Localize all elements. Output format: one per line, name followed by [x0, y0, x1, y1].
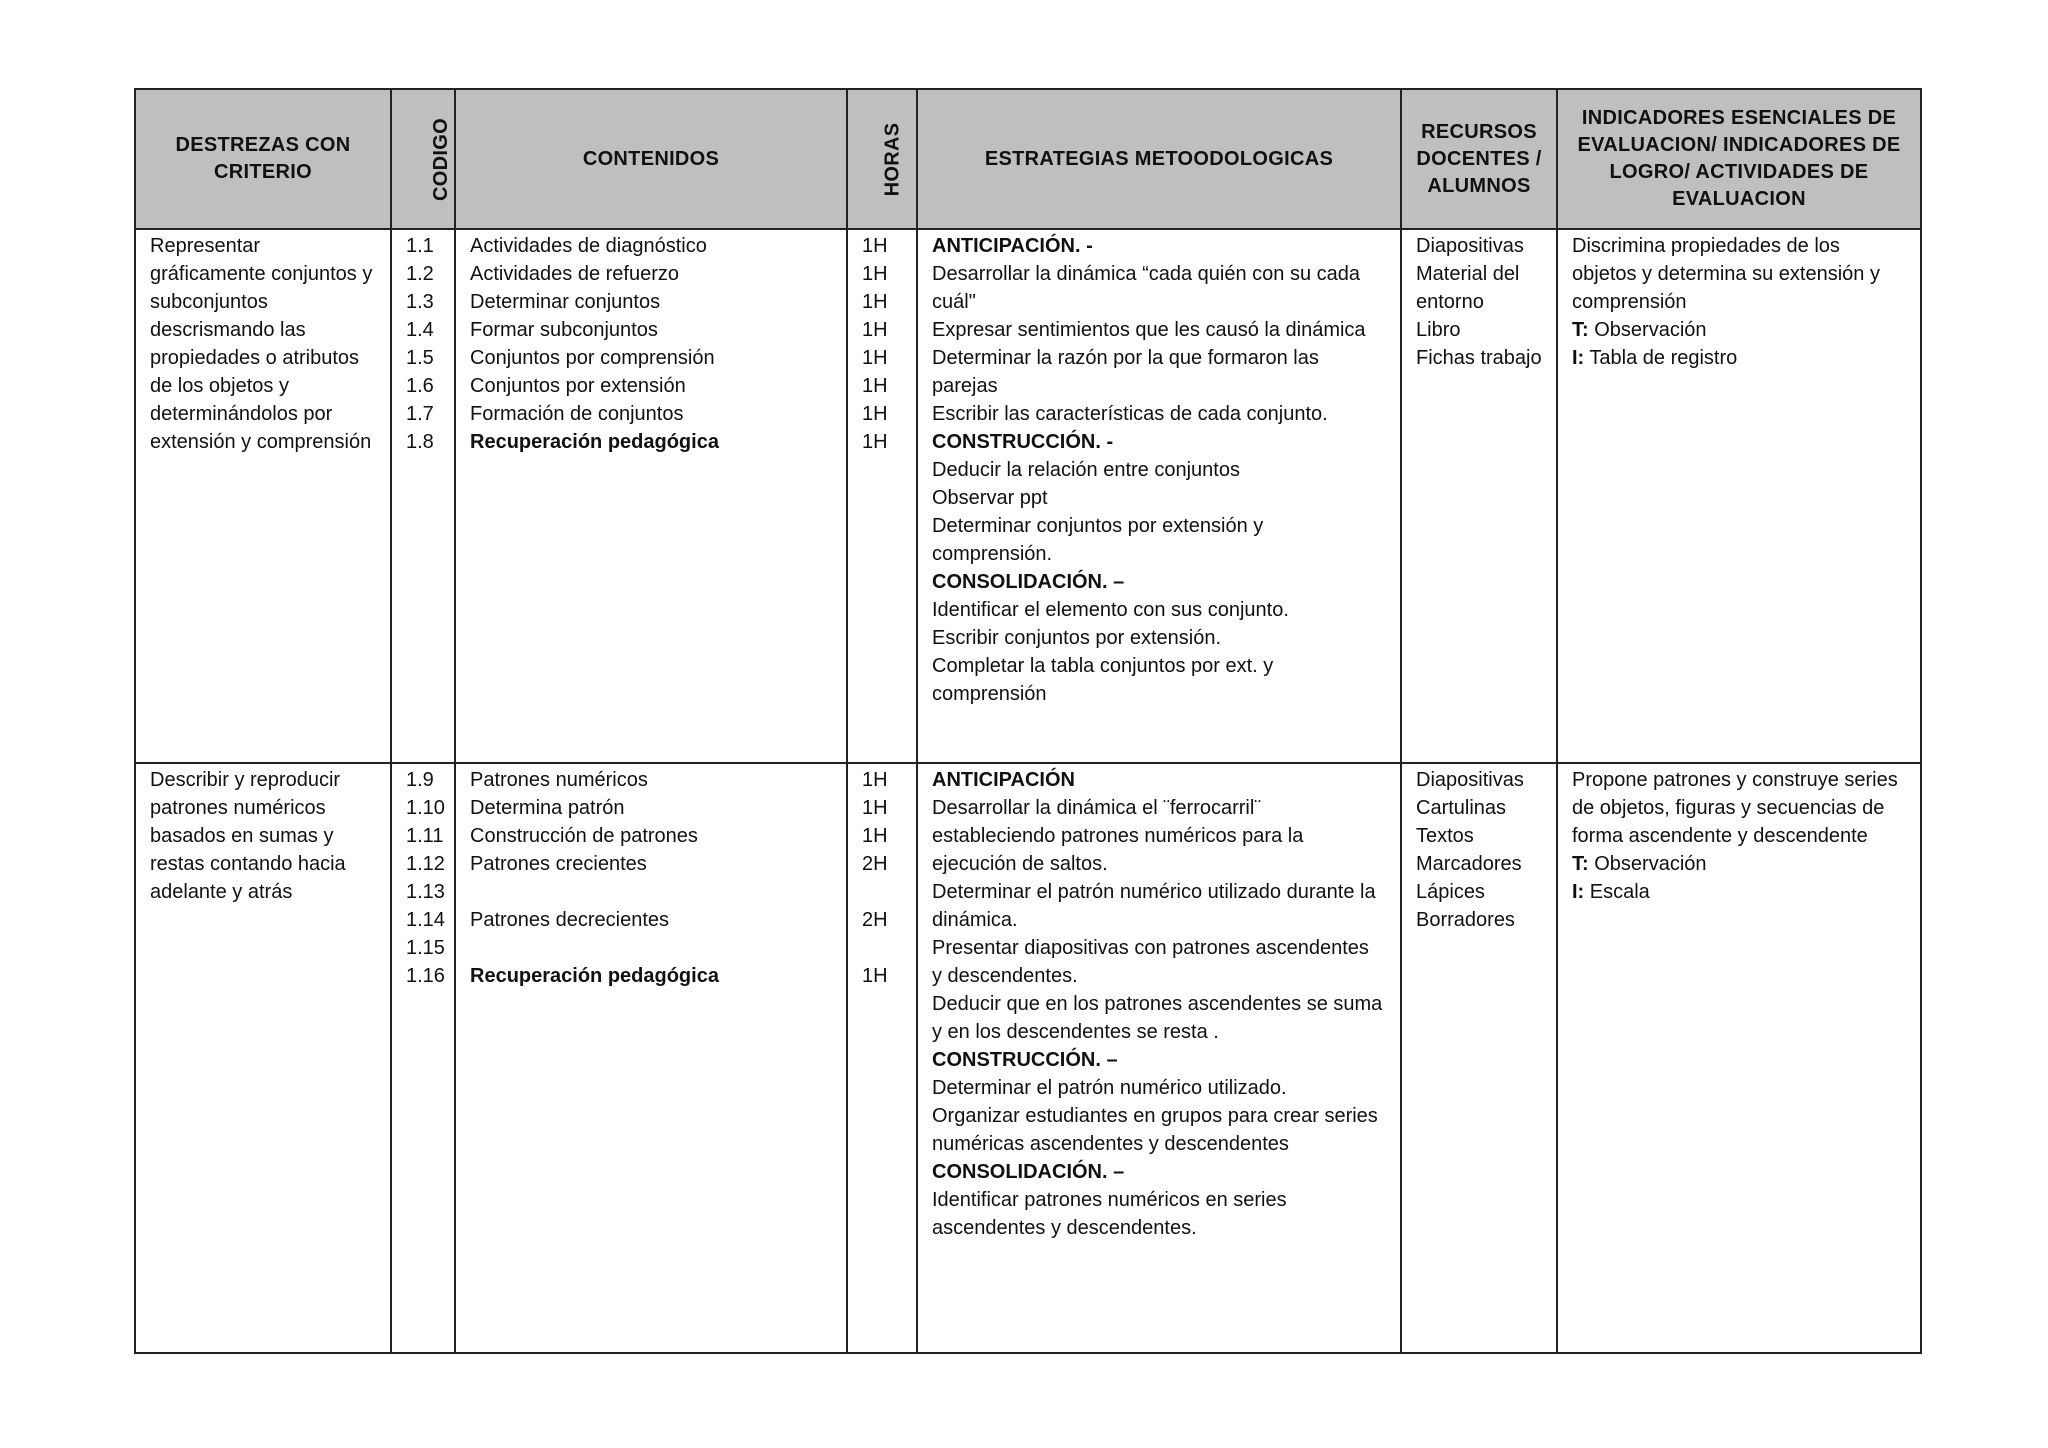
content-item: Conjuntos por comprensión: [470, 347, 715, 369]
hour-item: 1H: [862, 965, 888, 987]
instrument-line: [1572, 878, 1908, 906]
strategy-line: dinámica.: [932, 909, 1018, 931]
text-line: propiedades o atributos: [150, 347, 360, 369]
technique-value: Observación: [1588, 853, 1707, 875]
hour-item: 2H: [862, 853, 888, 875]
content-item: Conjuntos por extensión: [470, 375, 686, 397]
strategy-line: ejecución de saltos.: [932, 853, 1108, 875]
resource-item: Marcadores: [1416, 853, 1522, 875]
strategy-line: Presentar diapositivas con patrones ascendentes: [932, 937, 1369, 959]
destreza-cell: [135, 763, 391, 1353]
resource-item: Textos: [1416, 825, 1474, 847]
spacer: [470, 934, 834, 962]
hour-item: 1H: [862, 825, 888, 847]
text-line: descrismando las: [150, 319, 306, 341]
content-item: Patrones decrecientes: [470, 909, 670, 931]
code-item: 1.4: [406, 319, 434, 341]
header-contenidos: CONTENIDOS: [455, 89, 847, 229]
table-row: [135, 229, 1921, 763]
strategy-line: Organizar estudiantes en grupos para crear series: [932, 1105, 1378, 1127]
code-item: 1.8: [406, 431, 434, 453]
content-item: Actividades de refuerzo: [470, 263, 680, 285]
strategy-line: Determinar el patrón numérico utilizado.: [932, 1077, 1287, 1099]
header-horas: [847, 89, 917, 229]
hour-item: 1H: [862, 797, 888, 819]
estrategias-cell: [917, 763, 1401, 1353]
hour-item: 1H: [862, 347, 888, 369]
header-indicadores: INDICADORES ESENCIALES DE EVALUACION/ INDICADORES DE LOGRO/ ACTIVIDADES DE EVALUACION: [1557, 89, 1921, 229]
header-horas-label: HORAS: [881, 122, 904, 196]
hour-item: 1H: [862, 769, 888, 791]
hour-item: 1H: [862, 403, 888, 425]
horas-cell: [847, 763, 917, 1353]
recursos-cell: [1401, 229, 1557, 763]
phase-heading: CONSOLIDACIÓN. –: [932, 571, 1125, 593]
indicator-line: de objetos, figuras y secuencias de: [1572, 797, 1885, 819]
content-item: Actividades de diagnóstico: [470, 235, 707, 257]
strategy-line: Completar la tabla conjuntos por ext. y: [932, 655, 1274, 677]
resource-item: Libro: [1416, 319, 1461, 341]
text-line: extensión y comprensión: [150, 431, 372, 453]
strategy-line: comprensión: [932, 683, 1047, 705]
strategy-line: Identificar el elemento con sus conjunto.: [932, 599, 1289, 621]
code-item: 1.3: [406, 291, 434, 313]
phase-heading: CONSOLIDACIÓN. –: [932, 1161, 1125, 1183]
header-codigo: [391, 89, 455, 229]
text-line: patrones numéricos: [150, 797, 326, 819]
code-item: 1.13: [406, 881, 445, 903]
hour-item: 1H: [862, 319, 888, 341]
indicator-line: comprensión: [1572, 291, 1687, 313]
resource-item: entorno: [1416, 291, 1484, 313]
content-item: Construcción de patrones: [470, 825, 698, 847]
strategy-line: estableciendo patrones numéricos para la: [932, 825, 1304, 847]
code-item: 1.12: [406, 853, 445, 875]
content-item: Determina patrón: [470, 797, 625, 819]
instrument-label: I:: [1572, 881, 1585, 903]
text-line: Representar: [150, 235, 261, 257]
phase-heading: CONSTRUCCIÓN. –: [932, 1049, 1118, 1071]
text-line: determinándolos por: [150, 403, 333, 425]
strategy-line: numéricas ascendentes y descendentes: [932, 1133, 1289, 1155]
resource-item: Borradores: [1416, 909, 1515, 931]
code-item: 1.1: [406, 235, 434, 257]
header-row: [135, 89, 1921, 229]
text-line: subconjuntos: [150, 291, 268, 313]
resource-item: Fichas trabajo: [1416, 347, 1542, 369]
indicator-line: objetos y determina su extensión y: [1572, 263, 1880, 285]
estrategias-cell: [917, 229, 1401, 763]
strategy-line: Desarrollar la dinámica el ¨ferrocarril¨: [932, 797, 1261, 819]
resource-item: Cartulinas: [1416, 797, 1507, 819]
hour-item: 2H: [862, 909, 888, 931]
resource-item: Diapositivas: [1416, 235, 1524, 257]
text-line: gráficamente conjuntos y: [150, 263, 373, 285]
phase-heading: CONSTRUCCIÓN. -: [932, 431, 1114, 453]
recursos-cell: [1401, 763, 1557, 1353]
content-item: Patrones crecientes: [470, 853, 647, 875]
technique-line: [1572, 316, 1908, 344]
code-item: 1.15: [406, 937, 445, 959]
content-item: Recuperación pedagógica: [470, 431, 719, 453]
code-item: 1.9: [406, 769, 434, 791]
header-recursos: RECURSOS DOCENTES / ALUMNOS: [1401, 89, 1557, 229]
indicator-line: Propone patrones y construye series: [1572, 769, 1898, 791]
horas-cell: [847, 229, 917, 763]
instrument-line: [1572, 344, 1908, 372]
text-line: de los objetos y: [150, 375, 289, 397]
destreza-cell: [135, 229, 391, 763]
resource-item: Diapositivas: [1416, 769, 1524, 791]
hour-item: 1H: [862, 235, 888, 257]
header-destrezas: DESTREZAS CON CRITERIO: [135, 89, 391, 229]
indicadores-cell: [1557, 229, 1921, 763]
strategy-line: Escribir conjuntos por extensión.: [932, 627, 1222, 649]
strategy-line: Observar ppt: [932, 487, 1048, 509]
code-item: 1.6: [406, 375, 434, 397]
hour-item: 1H: [862, 375, 888, 397]
planning-table: [134, 88, 1922, 1354]
strategy-line: Identificar patrones numéricos en series: [932, 1189, 1287, 1211]
hour-item: 1H: [862, 263, 888, 285]
resource-item: Material del: [1416, 263, 1520, 285]
content-item: Determinar conjuntos: [470, 291, 661, 313]
spacer: [862, 934, 904, 962]
header-codigo-label: CODIGO: [429, 117, 452, 201]
instrument-label: I:: [1572, 347, 1585, 369]
strategy-line: parejas: [932, 375, 998, 397]
technique-value: Observación: [1588, 319, 1707, 341]
spacer: [470, 878, 834, 906]
code-item: 1.16: [406, 965, 445, 987]
contenidos-cell: [455, 229, 847, 763]
technique-line: [1572, 850, 1908, 878]
content-item: Formación de conjuntos: [470, 403, 684, 425]
hour-item: 1H: [862, 431, 888, 453]
strategy-line: cuál": [932, 291, 976, 313]
code-item: 1.14: [406, 909, 445, 931]
codigo-cell: [391, 763, 455, 1353]
strategy-line: y en los descendentes se resta .: [932, 1021, 1219, 1043]
phase-heading: ANTICIPACIÓN. -: [932, 235, 1093, 257]
strategy-line: Deducir la relación entre conjuntos: [932, 459, 1240, 481]
strategy-line: Determinar el patrón numérico utilizado durante la: [932, 881, 1376, 903]
code-item: 1.5: [406, 347, 434, 369]
strategy-line: Expresar sentimientos que les causó la dinámica: [932, 319, 1366, 341]
indicadores-cell: [1557, 763, 1921, 1353]
indicator-line: forma ascendente y descendente: [1572, 825, 1868, 847]
instrument-value: Tabla de registro: [1584, 347, 1738, 369]
resource-item: Lápices: [1416, 881, 1485, 903]
instrument-value: Escala: [1584, 881, 1650, 903]
code-item: 1.7: [406, 403, 434, 425]
code-item: 1.11: [406, 825, 444, 847]
strategy-line: ascendentes y descendentes.: [932, 1217, 1197, 1239]
strategy-line: Determinar la razón por la que formaron las: [932, 347, 1319, 369]
technique-label: T:: [1572, 853, 1589, 875]
indicator-line: Discrimina propiedades de los: [1572, 235, 1840, 257]
strategy-line: Escribir las características de cada conjunto.: [932, 403, 1328, 425]
spacer: [862, 878, 904, 906]
codigo-cell: [391, 229, 455, 763]
content-item: Formar subconjuntos: [470, 319, 658, 341]
text-line: Describir y reproducir: [150, 769, 341, 791]
strategy-line: comprensión.: [932, 543, 1053, 565]
table-row: [135, 763, 1921, 1353]
content-item: Patrones numéricos: [470, 769, 648, 791]
strategy-line: Determinar conjuntos por extensión y: [932, 515, 1264, 537]
code-item: 1.10: [406, 797, 445, 819]
contenidos-cell: [455, 763, 847, 1353]
strategy-line: Desarrollar la dinámica “cada quién con su cada: [932, 263, 1361, 285]
hour-item: 1H: [862, 291, 888, 313]
technique-label: T:: [1572, 319, 1589, 341]
text-line: adelante y atrás: [150, 881, 293, 903]
strategy-line: y descendentes.: [932, 965, 1078, 987]
text-line: restas contando hacia: [150, 853, 346, 875]
text-line: basados en sumas y: [150, 825, 334, 847]
strategy-line: Deducir que en los patrones ascendentes se suma: [932, 993, 1383, 1015]
header-estrategias: ESTRATEGIAS METOODOLOGICAS: [917, 89, 1401, 229]
content-item: Recuperación pedagógica: [470, 965, 719, 987]
code-item: 1.2: [406, 263, 434, 285]
phase-heading: ANTICIPACIÓN: [932, 769, 1075, 791]
